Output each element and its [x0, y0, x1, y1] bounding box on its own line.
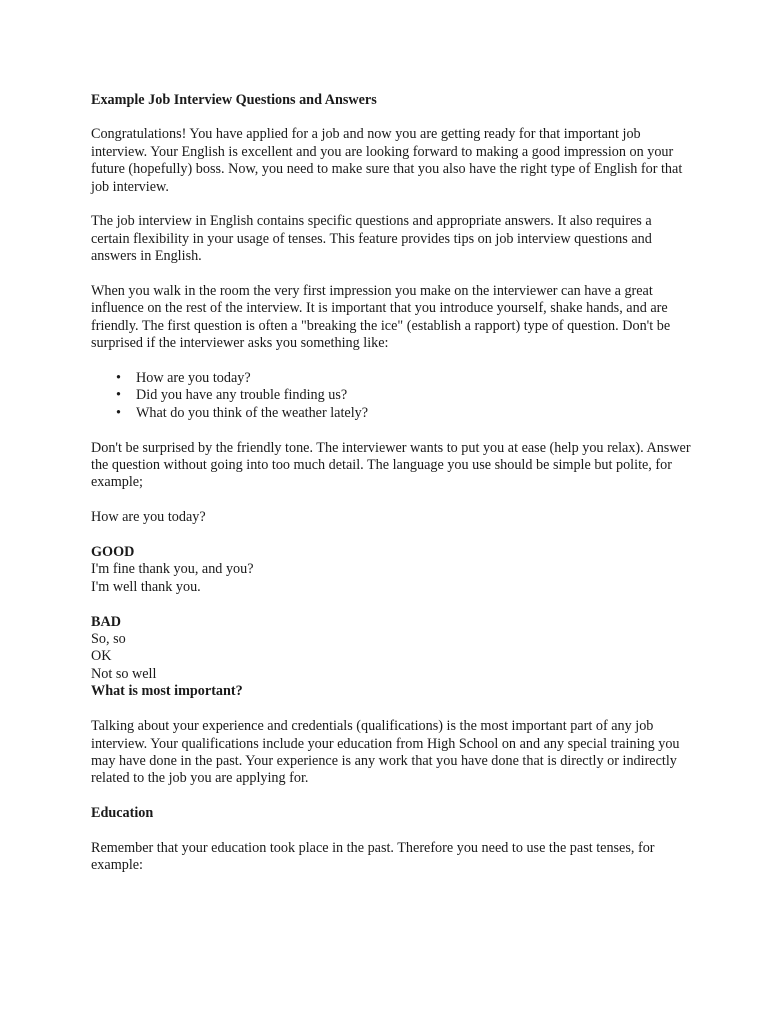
intro-paragraph: Congratulations! You have applied for a job and now you are getting ready for that important job interview. Your English is excellent and you are looking forward to making a good impression on your future (hopefully) boss. Now, you need to make sure that you also have the right type of English for that job interview.: [91, 126, 683, 195]
good-answers-block: [91, 544, 691, 596]
list-item-text: What do you think of the weather lately?: [136, 404, 369, 421]
education-paragraph: Remember that your education took place in the past. Therefore you need to use the past tenses, for example:: [91, 839, 655, 874]
bullet-icon: •: [116, 387, 121, 404]
education-heading: Education: [91, 805, 154, 822]
list-item: [116, 387, 691, 404]
first-impression-paragraph: When you walk in the room the very first impression you make on the interviewer can have a great influence on the rest of the interview. It is important that you introduce yourself, shake hands, and are friendly. The first question is often a "breaking the ice" (establish a rapport) type of question. Don't be surprised if the interviewer asks you something like:: [91, 283, 671, 352]
document-page: [91, 92, 691, 892]
good-answer-line: I'm fine thank you, and you?: [91, 561, 254, 578]
bad-answer-line: OK: [91, 648, 112, 665]
list-item-text: How are you today?: [136, 370, 251, 387]
icebreaker-question-list: [91, 370, 691, 422]
bad-heading: BAD: [91, 613, 121, 630]
list-item-text: Did you have any trouble finding us?: [136, 387, 348, 404]
important-heading: What is most important?: [91, 683, 243, 700]
example-question: How are you today?: [91, 509, 206, 526]
document-title: Example Job Interview Questions and Answers: [91, 92, 377, 108]
list-item: [116, 370, 691, 387]
good-answer-line: I'm well thank you.: [91, 578, 201, 595]
bad-answers-block: [91, 614, 691, 684]
bad-answer-line: Not so well: [91, 665, 157, 682]
bullet-icon: •: [116, 370, 121, 387]
bad-answer-line: So, so: [91, 631, 126, 648]
bullet-icon: •: [116, 404, 121, 421]
experience-paragraph: Talking about your experience and credentials (qualifications) is the most important part of any job interview. Your qualifications include your education from High School on and any special training you may have done in the past. Your experience is any work that you have done that is directly or indirectly related to the job you are applying for.: [91, 718, 680, 787]
friendly-tone-paragraph: Don't be surprised by the friendly tone. The interviewer wants to put you at ease (help you relax). Answer the question without going into too much detail. The language you use should be simple but polite, for example;: [91, 439, 691, 491]
good-heading: GOOD: [91, 544, 135, 561]
list-item: [116, 404, 691, 422]
tenses-paragraph: The job interview in English contains specific questions and appropriate answers. It also requires a certain flexibility in your usage of tenses. This feature provides tips on job interview questions and answers in English.: [91, 213, 652, 265]
